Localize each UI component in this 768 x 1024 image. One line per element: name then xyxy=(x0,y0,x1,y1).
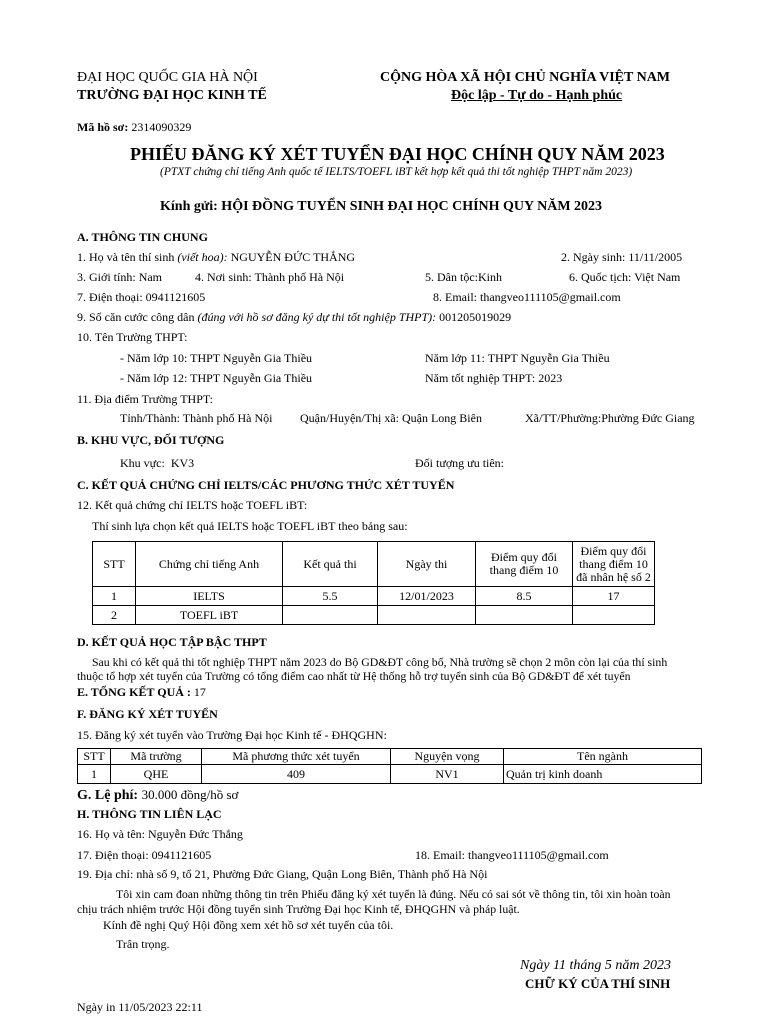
cell-converted-score xyxy=(476,606,573,625)
cell-result: 5.5 xyxy=(283,587,378,606)
file-code-label: Mã hồ sơ: xyxy=(77,120,129,134)
item-12: 12. Kết quả chứng chỉ IELTS hoặc TOEFL iBT: xyxy=(77,498,308,512)
row-dob xyxy=(561,250,682,265)
row-name xyxy=(77,250,355,265)
section-e-row xyxy=(77,685,206,700)
contact-address-label: 19. Địa chỉ: xyxy=(77,867,134,881)
ielts-table xyxy=(92,541,655,625)
grad-year-label: Năm tốt nghiệp THPT: xyxy=(425,371,536,385)
email-label: 8. Email: xyxy=(433,290,477,304)
phone-label: 7. Điện thoại: xyxy=(77,290,143,304)
section-f-heading: F. ĐĂNG KÝ XÉT TUYỂN xyxy=(77,707,218,721)
th-result: Kết quả thi xyxy=(283,542,378,587)
country-name: CỘNG HÒA XÃ HỘI CHỦ NGHĨA VIỆT NAM xyxy=(380,70,671,85)
school-name: TRƯỜNG ĐẠI HỌC KINH TẾ xyxy=(77,88,267,103)
cell-certificate: IELTS xyxy=(136,587,283,606)
cell-converted-score: 8.5 xyxy=(476,587,573,606)
motto: Độc lập - Tự do - Hạnh phúc xyxy=(451,88,623,103)
contact-name-label: 16. Họ và tên: xyxy=(77,827,145,841)
area-label: Khu vực: xyxy=(120,456,165,470)
email: thangveo111105@gmail.com xyxy=(480,290,621,304)
declaration-line1: Tôi xin cam đoan những thông tin trên Phiếu đăng ký xét tuyển là đúng. Nếu có sai sót về thông tin, tôi xin hoàn toàn xyxy=(116,887,671,901)
row-grade11 xyxy=(425,351,610,366)
total-score: 17 xyxy=(193,685,206,699)
school-location-label: 11. Địa điểm Trường THPT: xyxy=(77,392,213,406)
candidate-name: NGUYỄN ĐỨC THẮNG xyxy=(230,250,356,264)
page-title: PHIẾU ĐĂNG KÝ XÉT TUYỂN ĐẠI HỌC CHÍNH QUY NĂM 2023 xyxy=(130,144,665,164)
table-row xyxy=(78,765,702,784)
declaration-line2: chịu trách nhiệm trước Hội đồng tuyển sinh Trường Đại học Kinh tế, ĐHQGHN và pháp luật. xyxy=(77,902,520,916)
signature-date: Ngày 11 tháng 5 năm 2023 xyxy=(520,958,672,973)
name-label: 1. Họ và tên thí sinh xyxy=(77,250,175,264)
row-birthplace xyxy=(195,270,344,285)
th-stt: STT xyxy=(93,542,136,587)
province-label: Tỉnh/Thành: xyxy=(120,411,180,425)
row-id xyxy=(77,310,511,325)
th-preference: Nguyện vọng xyxy=(391,749,504,765)
file-code-row xyxy=(77,120,191,135)
th-converted-score: Điểm quy đổi thang điểm 10 xyxy=(476,542,573,587)
id-label: 9. Số căn cước công dân xyxy=(77,310,195,324)
row-district xyxy=(300,411,482,426)
page-subtitle: (PTXT chứng chỉ tiếng Anh quốc tế IELTS/TOEFL iBT kết hợp kết quả thi tốt nghiệp THPT năm 2023) xyxy=(160,166,633,178)
declaration-line3: Kính đề nghị Quý Hội đồng xem xét hồ sơ xét tuyển của tôi. xyxy=(103,918,394,932)
gender: Nam xyxy=(138,270,163,284)
row-grade12 xyxy=(120,371,312,386)
id-number: 001205019029 xyxy=(439,310,512,324)
cell-weighted-score xyxy=(573,606,655,625)
cell-exam-date: 12/01/2023 xyxy=(378,587,476,606)
id-hint: (đúng với hồ sơ đăng ký dự thi tốt nghiệp THPT): xyxy=(197,310,437,324)
th-major: Tên ngành xyxy=(504,749,702,765)
th-school-code: Mã trường xyxy=(111,749,202,765)
contact-email-label: 18. Email: xyxy=(415,848,465,862)
table-header-row xyxy=(93,542,655,587)
table-row xyxy=(93,587,655,606)
th-exam-date: Ngày thi xyxy=(378,542,476,587)
cell-major: Quản trị kinh doanh xyxy=(504,765,702,784)
cell-exam-date xyxy=(378,606,476,625)
section-c-heading: C. KẾT QUẢ CHỨNG CHỈ IELTS/CÁC PHƯƠNG THỨC XÉT TUYỂN xyxy=(77,478,455,492)
contact-email: thangveo111105@gmail.com xyxy=(468,848,609,862)
registration-table xyxy=(77,748,702,784)
grade10: THPT Nguyễn Gia Thiều xyxy=(190,351,313,365)
row-contact-address xyxy=(77,867,487,882)
ward: Phường Đức Giang xyxy=(601,411,695,425)
row-grad-year xyxy=(425,371,562,386)
row-nationality xyxy=(569,270,680,285)
grade11-label: Năm lớp 11: xyxy=(425,351,485,365)
row-gender xyxy=(77,270,162,285)
file-code: 2314090329 xyxy=(131,120,192,134)
grade10-label: - Năm lớp 10: xyxy=(120,351,188,365)
university-name: ĐẠI HỌC QUỐC GIA HÀ NỘI xyxy=(77,70,258,85)
contact-name: Nguyễn Đức Thắng xyxy=(148,827,243,841)
ethnicity-label: 5. Dân tộc: xyxy=(425,270,478,284)
row-grade10 xyxy=(120,351,312,366)
grade12: THPT Nguyễn Gia Thiều xyxy=(190,371,313,385)
declaration-line4: Trân trọng. xyxy=(116,937,170,951)
print-date: Ngày in 11/05/2023 22:11 xyxy=(77,1000,203,1014)
section-a-heading: A. THÔNG TIN CHUNG xyxy=(77,230,208,244)
gender-label: 3. Giới tính: xyxy=(77,270,136,284)
row-email xyxy=(433,290,621,305)
nationality-label: 6. Quốc tịch: xyxy=(569,270,632,284)
cell-certificate: TOEFL iBT xyxy=(136,606,283,625)
section-d-line2: thuộc tổ hợp xét tuyển của Trường có tổng điểm cao nhất từ Hệ thống hỗ trợ tuyển sinh của Bộ GD&ĐT để xét tuyển xyxy=(77,669,631,683)
dob-label: 2. Ngày sinh: xyxy=(561,250,626,264)
row-ethnicity xyxy=(425,270,502,285)
th-certificate: Chứng chỉ tiếng Anh xyxy=(136,542,283,587)
fee-label: G. Lệ phí: xyxy=(77,788,139,803)
phone: 0941121605 xyxy=(145,290,206,304)
row-contact-phone xyxy=(77,848,211,863)
row-area xyxy=(120,456,194,471)
contact-address: nhà số 9, tổ 21, Phường Đức Giang, Quận Long Biên, Thành phố Hà Nội xyxy=(136,867,488,881)
cell-stt: 2 xyxy=(93,606,136,625)
table-row xyxy=(93,606,655,625)
row-province xyxy=(120,411,272,426)
table-note: Thí sinh lựa chọn kết quả IELTS hoặc TOEFL iBT theo bảng sau: xyxy=(92,519,408,533)
cell-stt: 1 xyxy=(78,765,111,784)
priority-label: Đối tượng ưu tiên: xyxy=(415,456,505,470)
th-stt: STT xyxy=(78,749,111,765)
contact-phone-label: 17. Điện thoại: xyxy=(77,848,149,862)
cell-stt: 1 xyxy=(93,587,136,606)
row-contact-name xyxy=(77,827,243,842)
ward-label: Xã/TT/Phường: xyxy=(525,411,602,425)
section-d-heading: D. KẾT QUẢ HỌC TẬP BẬC THPT xyxy=(77,635,267,649)
grad-year: 2023 xyxy=(538,371,563,385)
cell-result xyxy=(283,606,378,625)
section-d-line1: Sau khi có kết quả thi tốt nghiệp THPT năm 2023 do Bộ GD&ĐT công bố, Nhà trường sẽ chọn 2 môn còn lại của thí sinh xyxy=(92,655,668,669)
contact-phone: 0941121605 xyxy=(151,848,212,862)
section-e-heading: E. TỔNG KẾT QUẢ : xyxy=(77,685,191,699)
signature-label: CHỮ KÝ CỦA THÍ SINH xyxy=(525,976,671,991)
birthplace: Thành phố Hà Nội xyxy=(254,270,345,284)
th-weighted-score: Điểm quy đổi thang điểm 10 đã nhân hệ số 2 xyxy=(573,542,655,587)
section-g-row xyxy=(77,787,238,804)
district: Quận Long Biên xyxy=(401,411,482,425)
name-hint: (viết hoa): xyxy=(177,250,228,264)
section-b-heading: B. KHU VỰC, ĐỐI TƯỢNG xyxy=(77,433,225,447)
cell-school-code: QHE xyxy=(111,765,202,784)
grade12-label: - Năm lớp 12: xyxy=(120,371,188,385)
nationality: Việt Nam xyxy=(634,270,681,284)
fee-value: 30.000 đồng/hồ sơ xyxy=(141,787,239,802)
birthplace-label: 4. Nơi sinh: xyxy=(195,270,252,284)
section-h-heading: H. THÔNG TIN LIÊN LẠC xyxy=(77,807,222,821)
th-method-code: Mã phương thức xét tuyển xyxy=(202,749,391,765)
grade11: THPT Nguyễn Gia Thiều xyxy=(487,351,610,365)
school-label: 10. Tên Trường THPT: xyxy=(77,330,188,344)
cell-preference: NV1 xyxy=(391,765,504,784)
dob: 11/11/2005 xyxy=(628,250,683,264)
row-ward xyxy=(525,411,695,426)
ethnicity: Kinh xyxy=(478,270,502,284)
table-header-row xyxy=(78,749,702,765)
item-15: 15. Đăng ký xét tuyển vào Trường Đại học Kinh tế - ĐHQGHN: xyxy=(77,728,387,742)
addressee: Kính gửi: HỘI ĐỒNG TUYỂN SINH ĐẠI HỌC CHÍNH QUY NĂM 2023 xyxy=(160,199,603,214)
cell-method-code: 409 xyxy=(202,765,391,784)
district-label: Quận/Huyện/Thị xã: xyxy=(300,411,399,425)
row-contact-email xyxy=(415,848,609,863)
cell-weighted-score: 17 xyxy=(573,587,655,606)
province: Thành phố Hà Nội xyxy=(182,411,273,425)
area: KV3 xyxy=(170,456,195,470)
row-phone xyxy=(77,290,205,305)
